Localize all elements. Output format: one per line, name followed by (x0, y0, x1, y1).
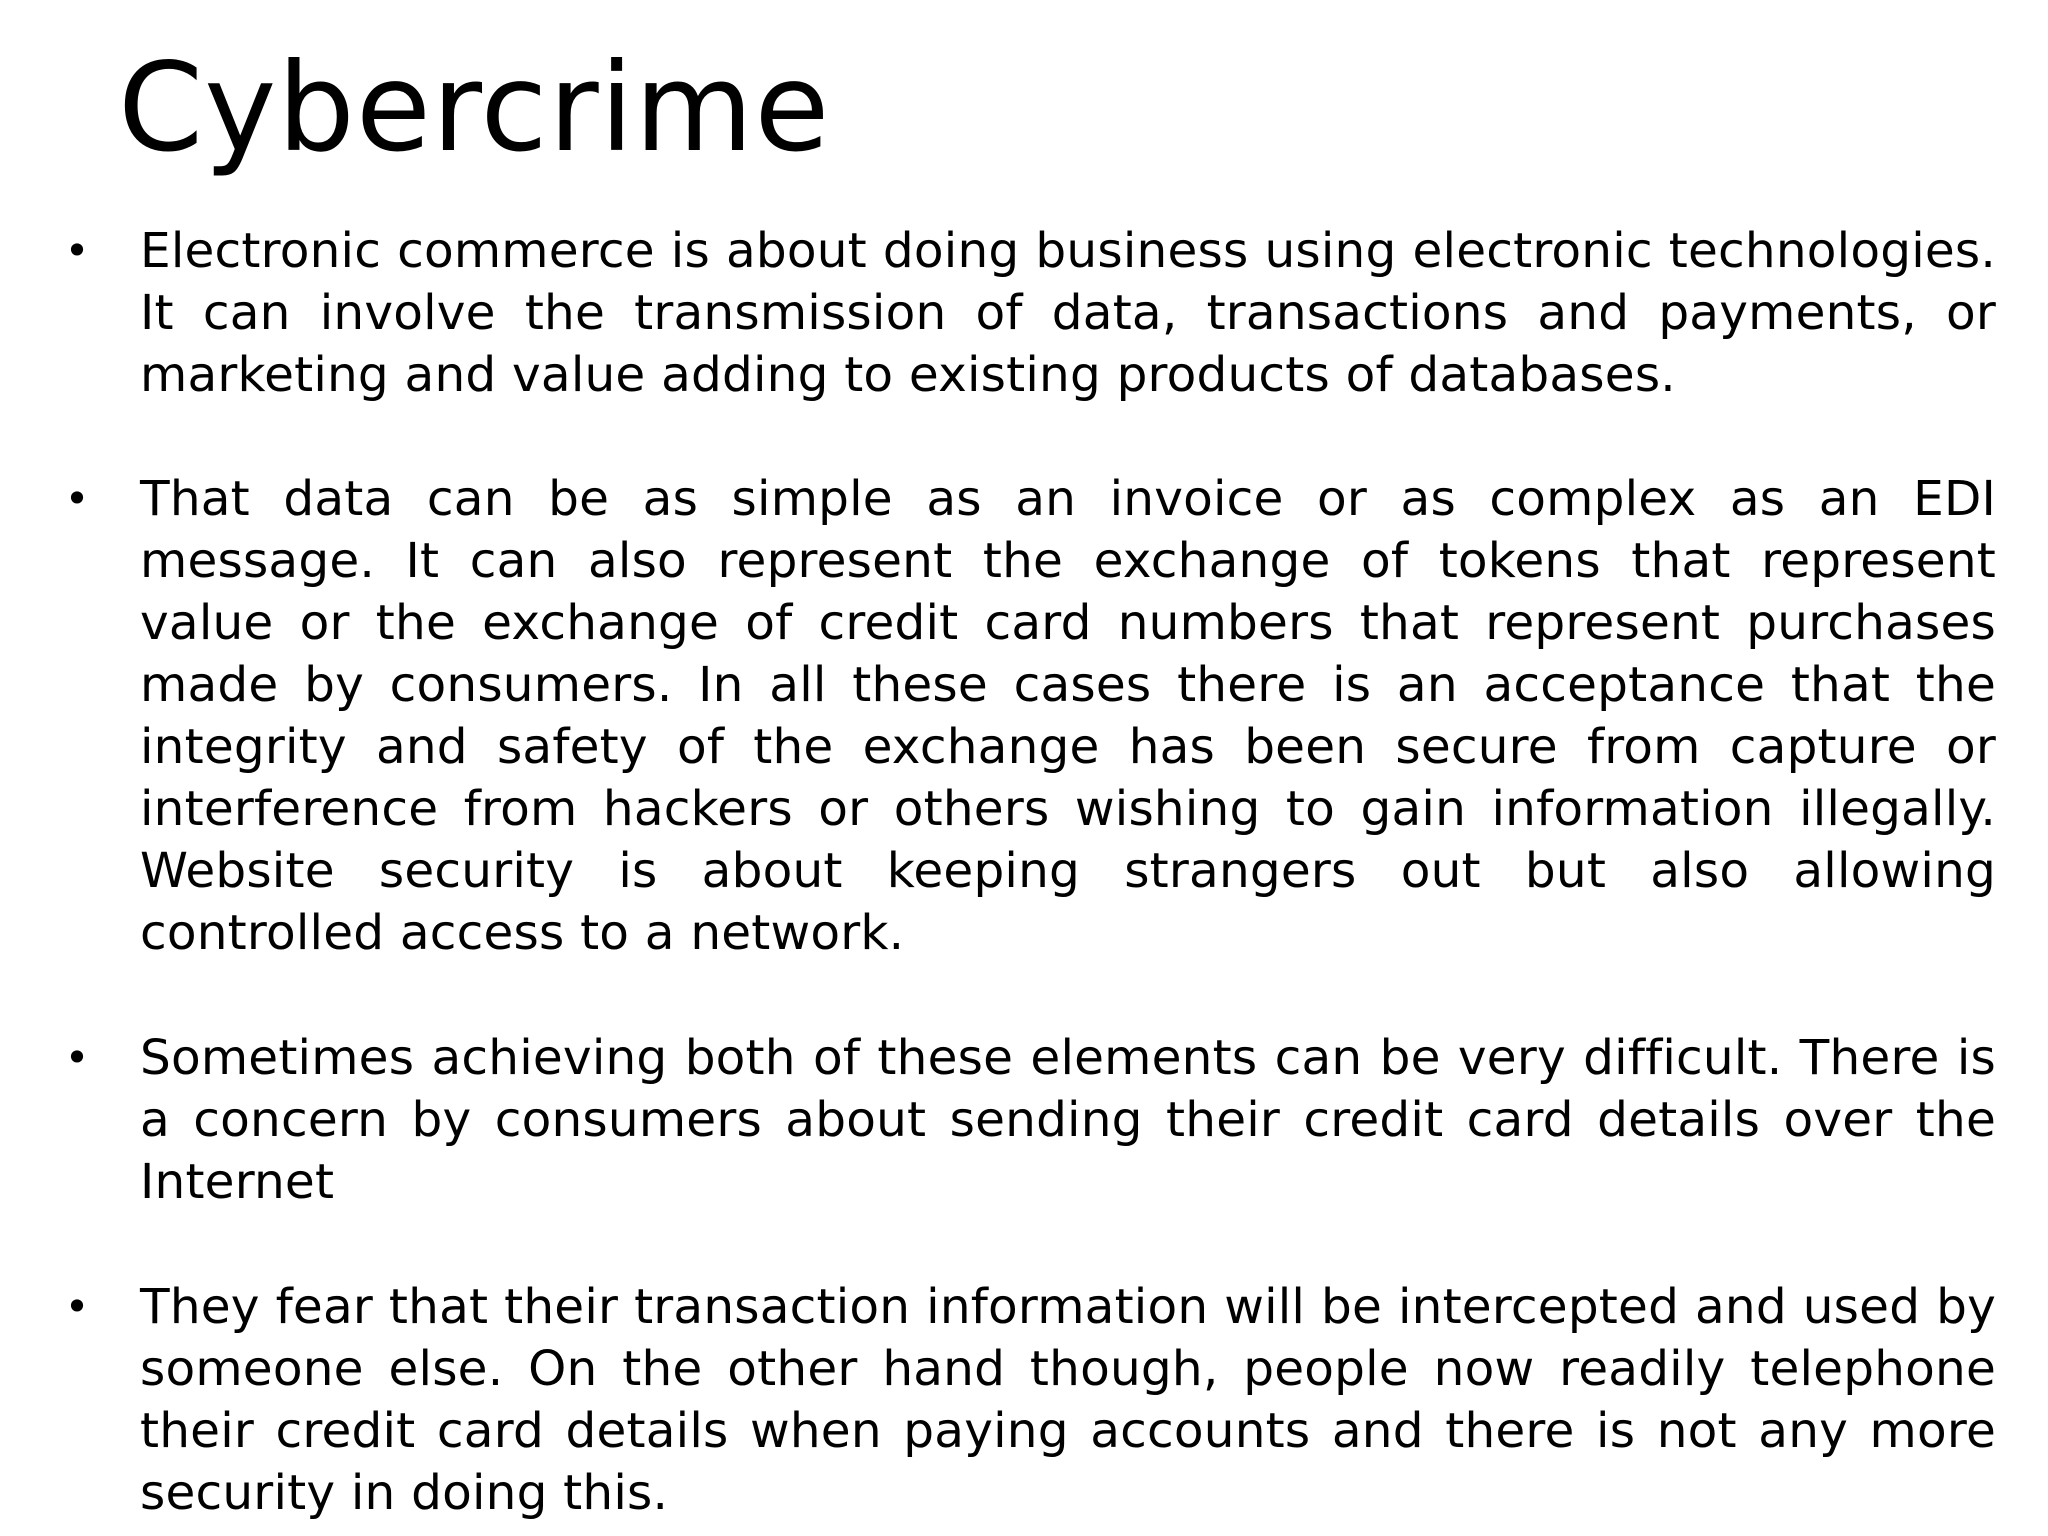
bullet-text: Electronic commerce is about doing business using electronic technologies. It can involve the transmission of data, transactions and payments, or marketing and value adding to existing products of databases. (140, 223, 1996, 403)
slide-title: Cybercrime (118, 37, 831, 179)
bullet-icon: • (64, 1282, 90, 1331)
bullet-icon: • (64, 474, 90, 523)
bullet-icon: • (64, 1033, 90, 1082)
bullet-text: Sometimes achieving both of these elements can be very difficult. There is a concern by consumers about sending their credit card details over the Internet (140, 1030, 1996, 1210)
bullet-icon: • (64, 226, 90, 275)
bullet-text: That data can be as simple as an invoice or as complex as an EDI message. It can also represent the exchange of tokens that represent value or the exchange of credit card numbers that represent purchases made by consumers. In all these cases there is an acceptance that the integrity and safety of the exchange has been secure from capture or interference from hackers or others wishing to gain information illegally. Website security is about keeping strangers out but also allowing controlled access to a network. (140, 471, 1996, 961)
bullet-text: They fear that their transaction information will be intercepted and used by someone else. On the other hand though, people now readily telephone their credit card details when paying accounts and there is not any more security in doing this. (140, 1279, 1996, 1521)
